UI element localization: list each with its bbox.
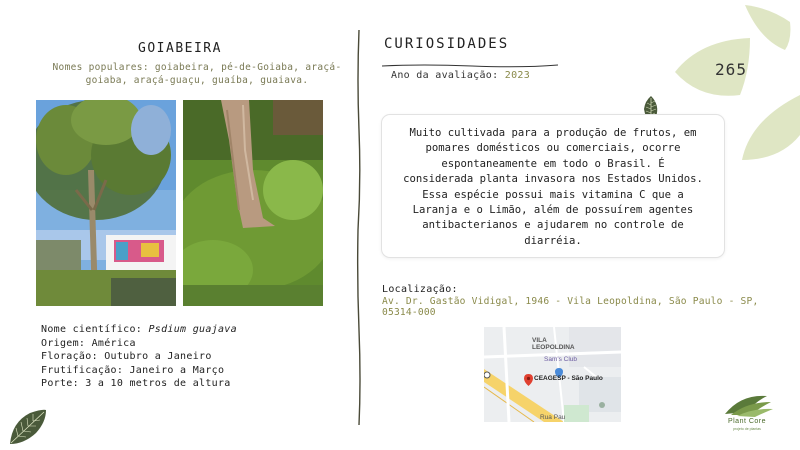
popular-names-line: goiaba, araçá-guaçu, guaíba, guaiava. — [85, 75, 309, 86]
map-marker-label: CEAGESP - São Paulo — [534, 375, 603, 382]
plant-number: 265 — [715, 60, 747, 79]
popular-names — [52, 61, 342, 87]
curiosity-line: antibacterianos e ajudarem no controle de — [422, 219, 684, 232]
map-poi-icon — [555, 363, 563, 373]
map-marker-icon[interactable] — [524, 371, 533, 383]
curiosity-line: pomares domésticos ou comerciais, ocorre — [425, 142, 681, 155]
map-district-line: LEOPOLDINA — [532, 344, 575, 351]
section-title: CURIOSIDADES — [384, 36, 510, 52]
address[interactable]: Av. Dr. Gastão Vidigal, 1946 - Vila Leopoldina, São Paulo - SP, 05314-000 — [382, 296, 759, 318]
scientific-label: Nome científico: — [41, 324, 149, 335]
vertical-divider — [355, 30, 363, 425]
location-label: Localização: — [382, 284, 458, 295]
location-map[interactable] — [484, 327, 621, 422]
tree-photo — [36, 100, 176, 306]
curiosity-line: Essa espécie possui mais vitamina C que a — [422, 188, 684, 201]
curiosity-line: espontaneamente em todo o Brasil. É — [441, 157, 665, 170]
curiosities-box — [381, 114, 725, 258]
map-district-label — [532, 337, 575, 351]
evaluation-year — [391, 70, 530, 81]
origin: Origem: América — [41, 337, 136, 349]
year-label: Ano da avaliação: — [391, 70, 505, 81]
plant-core-logo — [721, 392, 775, 432]
plant-size: Porte: 3 a 10 metros de altura — [41, 378, 231, 389]
curiosity-line: Laranja e o Limão, além de possuírem agentes — [412, 204, 694, 217]
curiosity-line: diarréia. — [524, 234, 582, 247]
plant-title: GOIABEIRA — [138, 41, 222, 56]
scientific-name: Psdium guajava — [148, 324, 237, 335]
logo-name: Plant Core — [727, 418, 767, 425]
logo-tagline: projeto de plantas — [733, 427, 761, 431]
map-street-label: Rua Pau — [540, 414, 566, 421]
plant-info — [41, 323, 237, 391]
map-poi-label: Sam's Club — [544, 356, 578, 363]
fruiting: Frutificação: Janeiro a Março — [41, 364, 225, 376]
leaf-icon — [8, 408, 48, 446]
title-underline — [382, 54, 558, 60]
curiosities-text — [392, 126, 714, 249]
map-district-line: VILA — [532, 337, 547, 344]
scientific-name-row — [41, 323, 237, 337]
curiosity-line: Muito cultivada para a produção de frutos, em — [409, 127, 697, 139]
year-value: 2023 — [504, 70, 531, 81]
curiosity-line: considerada planta invasora nos Estados Unidos. — [403, 173, 703, 186]
popular-names-line: Nomes populares: goiabeira, pé-de-Goiaba, araçá- — [52, 62, 342, 73]
trunk-photo — [183, 100, 323, 306]
flowering: Floração: Outubro a Janeiro — [41, 351, 212, 362]
